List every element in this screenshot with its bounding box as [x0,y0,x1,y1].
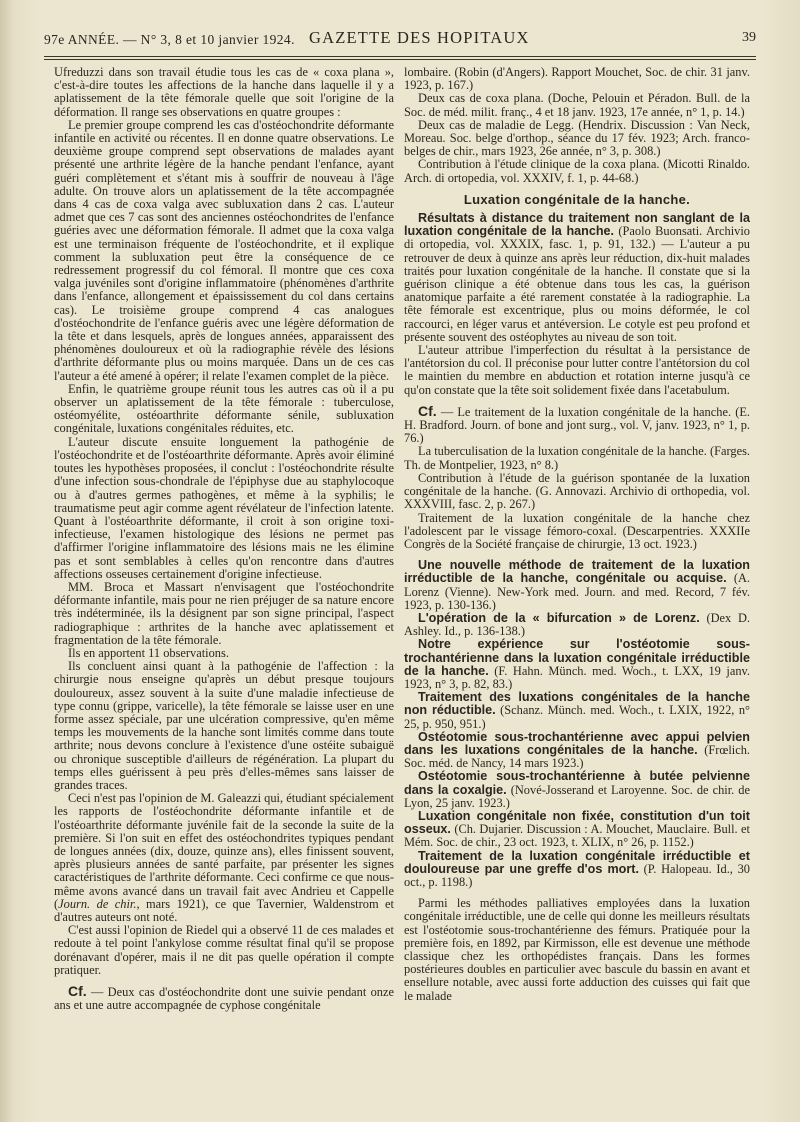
paragraph [404,770,750,810]
page-header [44,28,756,50]
text-run: (Frœlich. Soc. méd. de Nancy, 14 mars 1923.) [404,742,750,771]
paragraph [404,810,750,850]
paragraph [404,691,750,731]
left-column [54,66,394,1106]
paragraph [404,212,750,344]
page-number: 39 [742,30,756,45]
text-run: (Ch. Dujarier. Discussion : A. Mouchet, Mauclaire. Bull. et Mém. Soc. de chir., 23 oct. 1923, t. XLIX, n° 26, p. 1152.) [404,822,750,850]
paragraph [404,612,750,638]
paragraph [404,850,750,890]
paragraph [54,985,394,1012]
reference: Contribution à l'étude clinique de la coxa plana. (Micotti Rinaldo. Arch. di ortopedia, vol. XXXIV, f. 1, p. 44-68.) [404,157,750,185]
text-run: (Dex D. Ashley. Id., p. 136-138.) [404,610,750,639]
text-run: (F. Hahn. Münch. med. Woch., t. LXX, 19 janv. 1923, n° 3, p. 82, 83.) [404,663,750,691]
bold-heading: Traitement des luxations congénitales de la hanche non réductible. [404,690,750,718]
bold-heading: Une nouvelle méthode de traitement de la luxation irréductible de la hanche, congénitale ou acquise. [404,558,750,586]
bold-heading: Notre expérience sur l'ostéotomie sous-trochantérienne dans la luxation congénitale irréductible de la hanche. [404,637,750,678]
reference: lombaire. (Robin (d'Angers). Rapport Mouchet, Soc. de chir. 31 janv. 1923, p. 167.) [404,66,750,93]
citation-italic: Journ. de chir. [58,896,137,911]
text-run: (A. Lorenz (Vienne). New-York med. Journ. and med. Record, 7 fév. 1923, p. 130-136.) [404,571,750,612]
text-run: , mars 1921), ce que Tavernier, Waldenstrom et d'autres auteurs ont noté. [54,896,394,924]
right-column [404,66,750,1106]
header-rule-top [44,56,756,57]
text-run: — Le traitement de la luxation congénitale de la hanche. (E. H. Bradford. Journ. of bone and jont surg., vol. V, janv. 1923, n° 1, p. 76.) [404,404,750,446]
paragraph [54,792,394,924]
text-run: (Schanz. Münch. med. Woch., t. LXIX, 1922, n° 25, p. 950, 951.) [404,703,750,731]
text-run: (Paolo Buonsati. Archivio di ortopedia, vol. XXXIX, fasc. 1, p. 91, 132.) — L'auteur a pu retrouver de deux à quinze ans après leur réduction, dix-huit malades traités pour luxation congénitale de la hanche. Il constate que si la guérison clinique a été obtenue dans tous les cas, la guérison anatomique parfaite a été rarement constatée à la radiographie. La tête fémorale est excentrique, plus ou moins déformée, le col raccourci, en léger varus et antéversion. Le cotyle est peu profond et présente souvent des ostéophytes au niveau de son toit. [404,224,750,344]
header-rule-bottom [44,59,756,60]
reference: La tuberculisation de la luxation congénitale de la hanche. (Farges. Th. de Montpelier, 1923, n° 8.) [404,444,750,472]
paragraph: Ils en apportent 11 observations. [68,645,229,660]
bold-heading: Ostéotomie sous-trochantérienne avec appui pelvien dans les luxations congénitales de la hanche. [404,729,750,757]
paragraph: L'auteur discute ensuite longuement la pathogénie de l'ostéochondrite et de l'ostéoarthrite déformante. Après avoir éliminé toutes les hypothèses proposées, il conclut : l'ostéochondrite résulte d'une infection sous-chondrale de l'épiphyse due au staphylocoque ou à d'autres germes pathogènes, et même à la syphilis; le traumatisme peut agir comme agent révélateur de l'infection latente. Quant à l'ostéoarthrite déformante, il croit à son origine toxi-infectieuse, l'examen histologique des lésions ne permet pas d'affirmer l'origine inflammatoire des lésions mais ne les élimine pas et sont semblables à celles qu'on rencontre dans d'autres affections osseuses certainement d'origine infectieuse. [54,434,394,581]
paragraph: Ils concluent ainsi quant à la pathogénie de l'affection : la chirurgie nous enseigne qu'après un début presque toujours douloureux, assez souvent à la suite d'une maladie infectieuse de type connu (grippe, varicelle), la tête fémorale se laisse user en une forme assez spéciale, par une ulcération compressive, qu'en même temps les mouvements de la hanche sont limités comme dans toute arthrite; nous devons conclure à l'existence d'une ostéite subaiguë ou chronique susceptible d'ailleurs de régénération. La plupart du temps elles guérissent à peu près d'elles-mêmes sans laisser de grandes traces. [54,659,394,792]
paragraph: MM. Broca et Massart n'envisagent que l'ostéochondrite déformante infantile, mais pour ne rien préjuger de sa nature encore très indéterminée, ils la désignent par son signe principal, l'aspect radiographique : arthrites de la hanche avec aplatissement et fragmentation de la tête fémorale. [54,579,394,647]
paragraph [404,559,750,612]
paragraph: C'est aussi l'opinion de Riedel qui a observé 11 de ces malades et redoute à tel point l'ankylose comme résultat final qu'il se propose dorénavant d'opérer, mais il ne dit pas quelle opération il compte pratiquer. [54,923,394,977]
paragraph: Enfin, le quatrième groupe réunit tous les autres cas où il a pu observer un aplatissement de la tête fémorale : tuberculose, ostéomyélite, ostéoarthrite déformante sénile, subluxation congénitale, luxations congénitales réduites, etc. [54,381,394,436]
reference: Traitement de la luxation congénitale de la hanche chez l'adolescent par le vissage fémoro-coxal. (Descarpentries. XXXIIe Congrès de la Société française de chirurgie, 13 oct. 1923.) [404,510,750,551]
paragraph: Le premier groupe comprend les cas d'ostéochondrite déformante infantile en activité ou récentes. Il en donne quatre observations. Le deuxième groupe comprend sept observations de malades ayant présenté une arthrite légère de la hanche pendant l'enfance, ayant guéri complètement et s'étant mis à souffrir de nouveau à l'âge adulte. On trouve alors un aplatissement de la tête accompagnée dans 4 cas de coxa valga avec subluxation dans 2 cas. L'auteur admet que ces 7 cas sont des anciennes ostéochondrites de l'enfance guéries avec une déformation fémorale. Il admet que la coxa valga est une terminaison fréquente de l'ostéochondrite, et il explique comment la subluxation peut être la conséquence de ce redressement progressif du col fémoral. Il montre que ces coxa valga juvéniles sont d'origine inflammatoire (phénomènes d'arthrite dans l'enfance, allongement et épaississement du col dans certains cas). Le troisième groupe comprend 4 cas analogues d'ostéochondrite de l'enfance guéris avec une légère déformation de la tête et dans lesquels, après de longues années, apparaissent des phénomènes douloureux et où la radiographie révèle des lésions d'arthrite déformante plus ou moins marquée. Dans un de ces cas l'auteur a été amené à opérer; il relate l'examen complet de la pièce. [54,117,394,383]
text-run: (Nové-Josserand et Laroyenne. Soc. de chir. de Lyon, 25 janv. 1923.) [404,782,750,810]
bold-heading: Luxation congénitale non fixée, constitution d'un toit osseux. [404,808,750,837]
text-run: Ceci n'est pas l'opinion de M. Galeazzi qui, étudiant spécialement les rapports de l'ostéochondrite déformante infantile et de l'ostéoarthrite déformante juvénile fait de la seconde la suite de la première. Si l'on suit en effet des ostéochondrites typiques pendant de longues années (dix, douze, quinze ans), elles finissent souvent, après plusieurs années de santé parfaite, par présenter les signes caractéristiques de l'arthrite déformante. Ceci confirme ce que nous-même avons avancé dans un travail fait avec Andrieu et Cappelle ( [54,791,394,911]
paragraph: L'auteur attribue l'imperfection du résultat à la persistance de l'antétorsion du col. Il préconise pour lutter contre l'antétorsion du col le maintien du membre en abduction et rotation interne jusqu'à ce qu'on constate que la tête soit solidement fixée dans l'acetabulum. [404,343,750,397]
paragraph [404,638,750,691]
bold-heading: Ostéotomie sous-trochantérienne à butée pelvienne dans la coxalgie. [404,769,750,797]
cf-label: Cf. [68,983,87,1000]
bold-heading: L'opération de la « bifurcation » de Lorenz. [418,610,700,625]
bold-heading: Résultats à distance du traitement non sanglant de la luxation congénitale de la hanche. [404,211,750,239]
journal-title: GAZETTE DES HOPITAUX [309,28,530,47]
paragraph: Parmi les méthodes palliatives employées dans la luxation congénitale irréductible, une de celle qui donne les meilleurs résultats est l'ostéotomie sous-trochantérienne des fémurs. Pratiquée pour la première fois, en 1892, par Kirmisson, elle est devenue une méthode classique chez les orthopédistes français. Dans les formes postérieures doubles en particulier avec bascule du bassin en avant et ensellure notable, avec aussi forte adduction des cuisses qui fait que le malade [404,896,750,1003]
text-run: (P. Halopeau. Id., 30 oct., p. 1198.) [404,861,750,889]
reference: Deux cas de maladie de Legg. (Hendrix. Discussion : Van Neck, Moreau. Soc. belge d'orthop., séance du 17 fév. 1923; Arch. franco-belges de chir., mars 1923, 26e année, n° 3, p. 308.) [404,117,750,159]
reference: Deux cas de coxa plana. (Doche, Pelouin et Péradon. Bull. de la Soc. de méd. milit. franç., 4 et 18 janv. 1923, 17e année, n° 1, p. 14.) [404,91,750,119]
text-run: — Deux cas d'ostéochondrite dont une suivie pendant onze ans et une autre accompagnée de cyphose congénitale [54,985,394,1013]
issue-info: 97e ANNÉE. — N° 3, 8 et 10 janvier 1924. [44,32,295,47]
cf-label: Cf. [418,402,437,419]
paragraph [404,731,750,771]
bold-heading: Traitement de la luxation congénitale irréductible et douloureuse par une greffe d'os mort. [404,848,750,876]
reference: Contribution à l'étude de la guérison spontanée de la luxation congénitale de la hanche. (G. Annovazi. Archivio di orthopedia, vol. XXXVIII, fasc. 2, p. 267.) [404,470,750,512]
paragraph: Ufreduzzi dans son travail étudie tous les cas de « coxa plana », c'est-à-dire toutes les affections de la hanche dans laquelle il y a aplatissement de la tête fémorale quelle que soit l'origine de la déformation. Il range ses observations en quatre groupes : [54,66,394,119]
paragraph [404,402,750,446]
section-title: Luxation congénitale de la hanche. [463,191,691,207]
